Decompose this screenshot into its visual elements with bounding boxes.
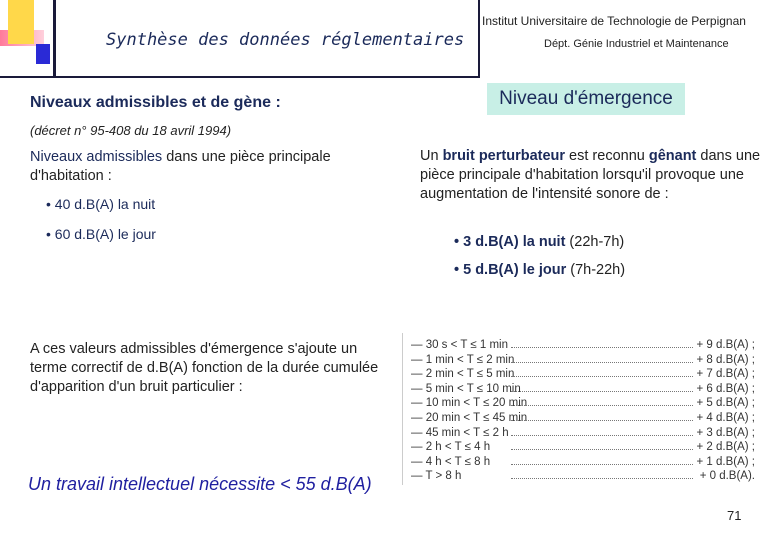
table-row [411, 470, 755, 484]
correction-paragraph: A ces valeurs admissibles d'émergence s'ajoute un terme correctif de d.B(A) fonction de la durée cumulée d'apparition d'un bruit particulier : [30, 341, 379, 395]
emergence-label-box: Niveau d'émergence [487, 83, 685, 115]
correction-value: + 4 d.B(A) ; [696, 412, 755, 424]
table-row [411, 427, 755, 441]
emergence-night-bullet [454, 234, 624, 250]
duration-condition: — 2 min < T ≤ 5 min [411, 368, 515, 381]
duration-condition: — 45 min < T ≤ 2 h [411, 426, 509, 439]
intellectual-work-note: Un travail intellectuel nécessite < 55 d.B(A) [28, 474, 372, 494]
emergence-night-hours: (22h-7h) [565, 234, 625, 250]
disturbance-text-3: dans une pièce principale d'habitation lorsqu'il provoque une augmentation de l'intensité sonore de : [420, 148, 761, 202]
table-row [411, 412, 755, 426]
correction-value: + 7 d.B(A) ; [696, 368, 755, 381]
disturbance-text-1: Un [420, 148, 443, 164]
table-row [411, 354, 755, 368]
emergence-night-bold: • 3 d.B(A) la nuit [454, 234, 566, 250]
logo-blue-block [36, 44, 50, 64]
correction-value: + 5 d.B(A) ; [696, 397, 755, 410]
leader-dots [511, 464, 693, 465]
table-row [411, 368, 755, 382]
table-row [411, 397, 755, 411]
duration-condition: — T > 8 h [411, 470, 462, 483]
table-row [411, 456, 755, 470]
correction-value: + 6 d.B(A) ; [696, 382, 755, 395]
department-name: Dépt. Génie Industriel et Maintenance [544, 38, 729, 50]
leader-dots [511, 449, 693, 450]
admissible-levels-paragraph [30, 148, 390, 186]
admissible-levels-text: dans une pièce principale d'habitation : [30, 149, 331, 184]
duration-condition: — 30 s < T ≤ 1 min [411, 339, 508, 351]
disturbance-bold-1: bruit perturbateur [442, 148, 566, 164]
leader-dots [511, 435, 693, 436]
correction-value: + 9 d.B(A) ; [696, 339, 755, 351]
disturbance-paragraph [420, 147, 770, 204]
decree-reference: (décret n° 95-408 du 18 avril 1994) [30, 123, 232, 138]
emergence-day-hours: (7h-22h) [566, 262, 626, 278]
header-rule [0, 76, 480, 78]
correction-table [402, 333, 761, 485]
institute-name: Institut Universitaire de Technologie de Perpignan [482, 14, 746, 28]
emergence-day-bold: • 5 d.B(A) le jour [454, 262, 567, 278]
admissible-levels-highlight: Niveaux admissibles [30, 149, 163, 165]
correction-value: + 1 d.B(A) ; [696, 455, 755, 468]
disturbance-bold-2: gênant [648, 148, 697, 164]
emergence-day-bullet [454, 262, 625, 278]
duration-condition: — 5 min < T ≤ 10 min [411, 382, 521, 395]
correction-value: + 3 d.B(A) ; [696, 426, 755, 439]
correction-value: + 2 d.B(A) ; [696, 441, 755, 454]
leader-dots [511, 420, 693, 421]
duration-condition: — 4 h < T ≤ 8 h [411, 455, 491, 468]
table-row [411, 339, 755, 353]
leader-dots [511, 391, 693, 392]
leader-dots [511, 347, 693, 348]
leader-dots [511, 362, 693, 363]
bullet-day-level: • 60 d.B(A) le jour [46, 226, 156, 242]
duration-condition: — 2 h < T ≤ 4 h [411, 441, 491, 454]
table-row [411, 383, 755, 397]
leader-dots [511, 405, 693, 406]
leader-dots [511, 478, 693, 479]
logo-divider [53, 0, 56, 78]
duration-condition: — 1 min < T ≤ 2 min [411, 353, 515, 366]
disturbance-text-2: est reconnu [565, 148, 649, 164]
correction-value: + 8 d.B(A) ; [696, 353, 755, 366]
duration-condition: — 20 min < T ≤ 45 min [411, 412, 528, 424]
leader-dots [511, 376, 693, 377]
bullet-night-level: • 40 d.B(A) la nuit [46, 196, 156, 212]
duration-condition: — 10 min < T ≤ 20 min [411, 397, 528, 410]
logo-yellow-block [8, 0, 34, 44]
left-heading: Niveaux admissibles et de gène : [30, 94, 281, 111]
header-vertical-rule [478, 0, 480, 78]
correction-value: + 0 d.B(A). [699, 470, 755, 483]
table-row [411, 441, 755, 455]
slide-title: Synthèse des données réglementaires [106, 30, 465, 50]
page-number: 71 [727, 508, 742, 523]
